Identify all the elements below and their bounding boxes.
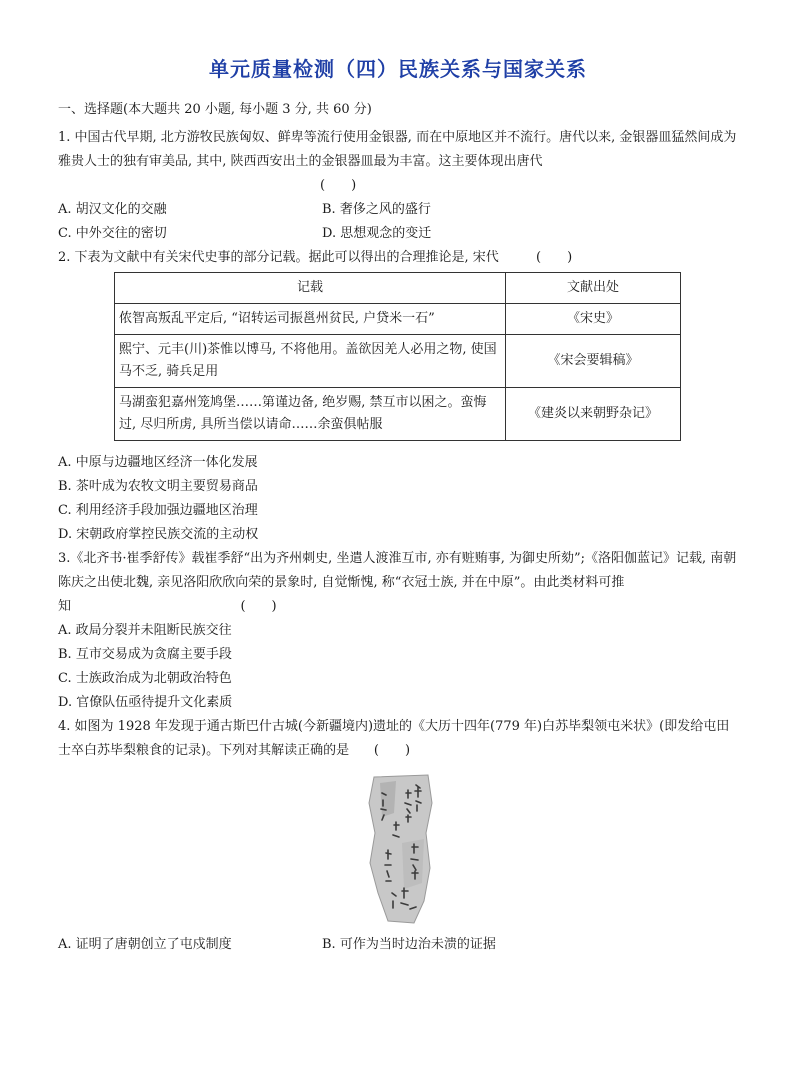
records-table bbox=[114, 272, 681, 441]
column-header-record: 记载 bbox=[115, 273, 506, 304]
table-row bbox=[115, 335, 681, 388]
page-title: 单元质量检测（四）民族关系与国家关系 bbox=[209, 57, 587, 81]
answer-blank: ( ) bbox=[320, 178, 357, 193]
option-a: A. 政局分裂并未阻断民族交往 bbox=[58, 623, 232, 638]
option-c: C. 士族政治成为北朝政治特色 bbox=[58, 671, 232, 686]
answer-blank: ( ) bbox=[536, 250, 573, 265]
source-cell: 《建炎以来朝野杂记》 bbox=[506, 388, 681, 441]
option-b: B. 茶叶成为农牧文明主要贸易商品 bbox=[58, 479, 258, 494]
option-c: C. 利用经济手段加强边疆地区治理 bbox=[58, 503, 258, 518]
answer-blank: ( ) bbox=[373, 743, 411, 758]
manuscript-fragment-drawing bbox=[366, 773, 436, 925]
option-a: A. 证明了唐朝创立了屯戍制度 bbox=[58, 937, 232, 952]
option-a: A. 中原与边疆地区经济一体化发展 bbox=[58, 455, 258, 470]
option-d: D. 官僚队伍亟待提升文化素质 bbox=[58, 695, 233, 710]
source-cell: 《宋史》 bbox=[506, 304, 681, 335]
table-row bbox=[115, 304, 681, 335]
option-c: C. 中外交往的密切 bbox=[58, 226, 167, 241]
question-2 bbox=[58, 246, 738, 547]
record-cell: 侬智高叛乱平定后, “诏转运司振邕州贫民, 户贷米一石” bbox=[115, 304, 506, 335]
question-stem: 3.《北齐书·崔季舒传》载崔季舒“出为齐州刺史, 坐遣人渡淮互市, 亦有赃贿事, 为御史所劾”;《洛阳伽蓝记》记载, 南朝陈庆之出使北魏, 亲见洛阳欣欣向荣的景象时, 自觉惭愧, 称“衣冠士族, 并在中原”。由此类材料可推知 ( ) bbox=[58, 547, 738, 619]
column-header-source: 文献出处 bbox=[506, 273, 681, 304]
section-heading: 一、选择题(本大题共 20 小题, 每小题 3 分, 共 60 分) bbox=[58, 102, 372, 117]
question-stem: 2. 下表为文献中有关宋代史事的部分记载。据此可以得出的合理推论是, 宋代 ( ) bbox=[58, 246, 738, 270]
question-4 bbox=[58, 715, 738, 957]
exam-page bbox=[58, 54, 738, 957]
question-stem: 1. 中国古代早期, 北方游牧民族匈奴、鲜卑等流行使用金银器, 而在中原地区并不流行。唐代以来, 金银器皿猛然间成为雅贵人士的独有审美品, 其中, 陕西西安出土的金银器皿最为丰富。这主要体现出唐代 bbox=[58, 130, 737, 169]
manuscript-fragment-image bbox=[366, 773, 436, 925]
option-b: B. 互市交易成为贪腐主要手段 bbox=[58, 647, 232, 662]
question-stem: 4. 如图为 1928 年发现于通古斯巴什古城(今新疆境内)遗址的《大历十四年(779 年)白苏毕梨领屯米状》(即发给屯田士卒白苏毕梨粮食的记录)。下列对其解读正确的是 ( ) bbox=[58, 715, 738, 763]
option-d: D. 宋朝政府掌控民族交流的主动权 bbox=[58, 527, 259, 542]
record-cell: 熙宁、元丰(川)茶惟以博马, 不将他用。盖欲因羌人必用之物, 使国马不乏, 骑兵足用 bbox=[115, 335, 506, 388]
record-cell: 马湖蛮犯嘉州笼鸠堡……第谨边备, 绝岁赐, 禁互市以困之。蛮悔过, 尽归所虏, 具所当偿以请命……余蛮俱帖服 bbox=[115, 388, 506, 441]
table-header-row bbox=[115, 273, 681, 304]
table-row bbox=[115, 388, 681, 441]
option-b: B. 奢侈之风的盛行 bbox=[322, 202, 431, 217]
answer-blank: ( ) bbox=[240, 599, 277, 614]
question-3 bbox=[58, 547, 738, 715]
option-a: A. 胡汉文化的交融 bbox=[58, 202, 167, 217]
source-cell: 《宋会要辑稿》 bbox=[506, 335, 681, 388]
option-d: D. 思想观念的变迁 bbox=[322, 226, 432, 241]
option-b: B. 可作为当时边治未溃的证据 bbox=[322, 937, 496, 952]
question-1 bbox=[58, 126, 738, 246]
